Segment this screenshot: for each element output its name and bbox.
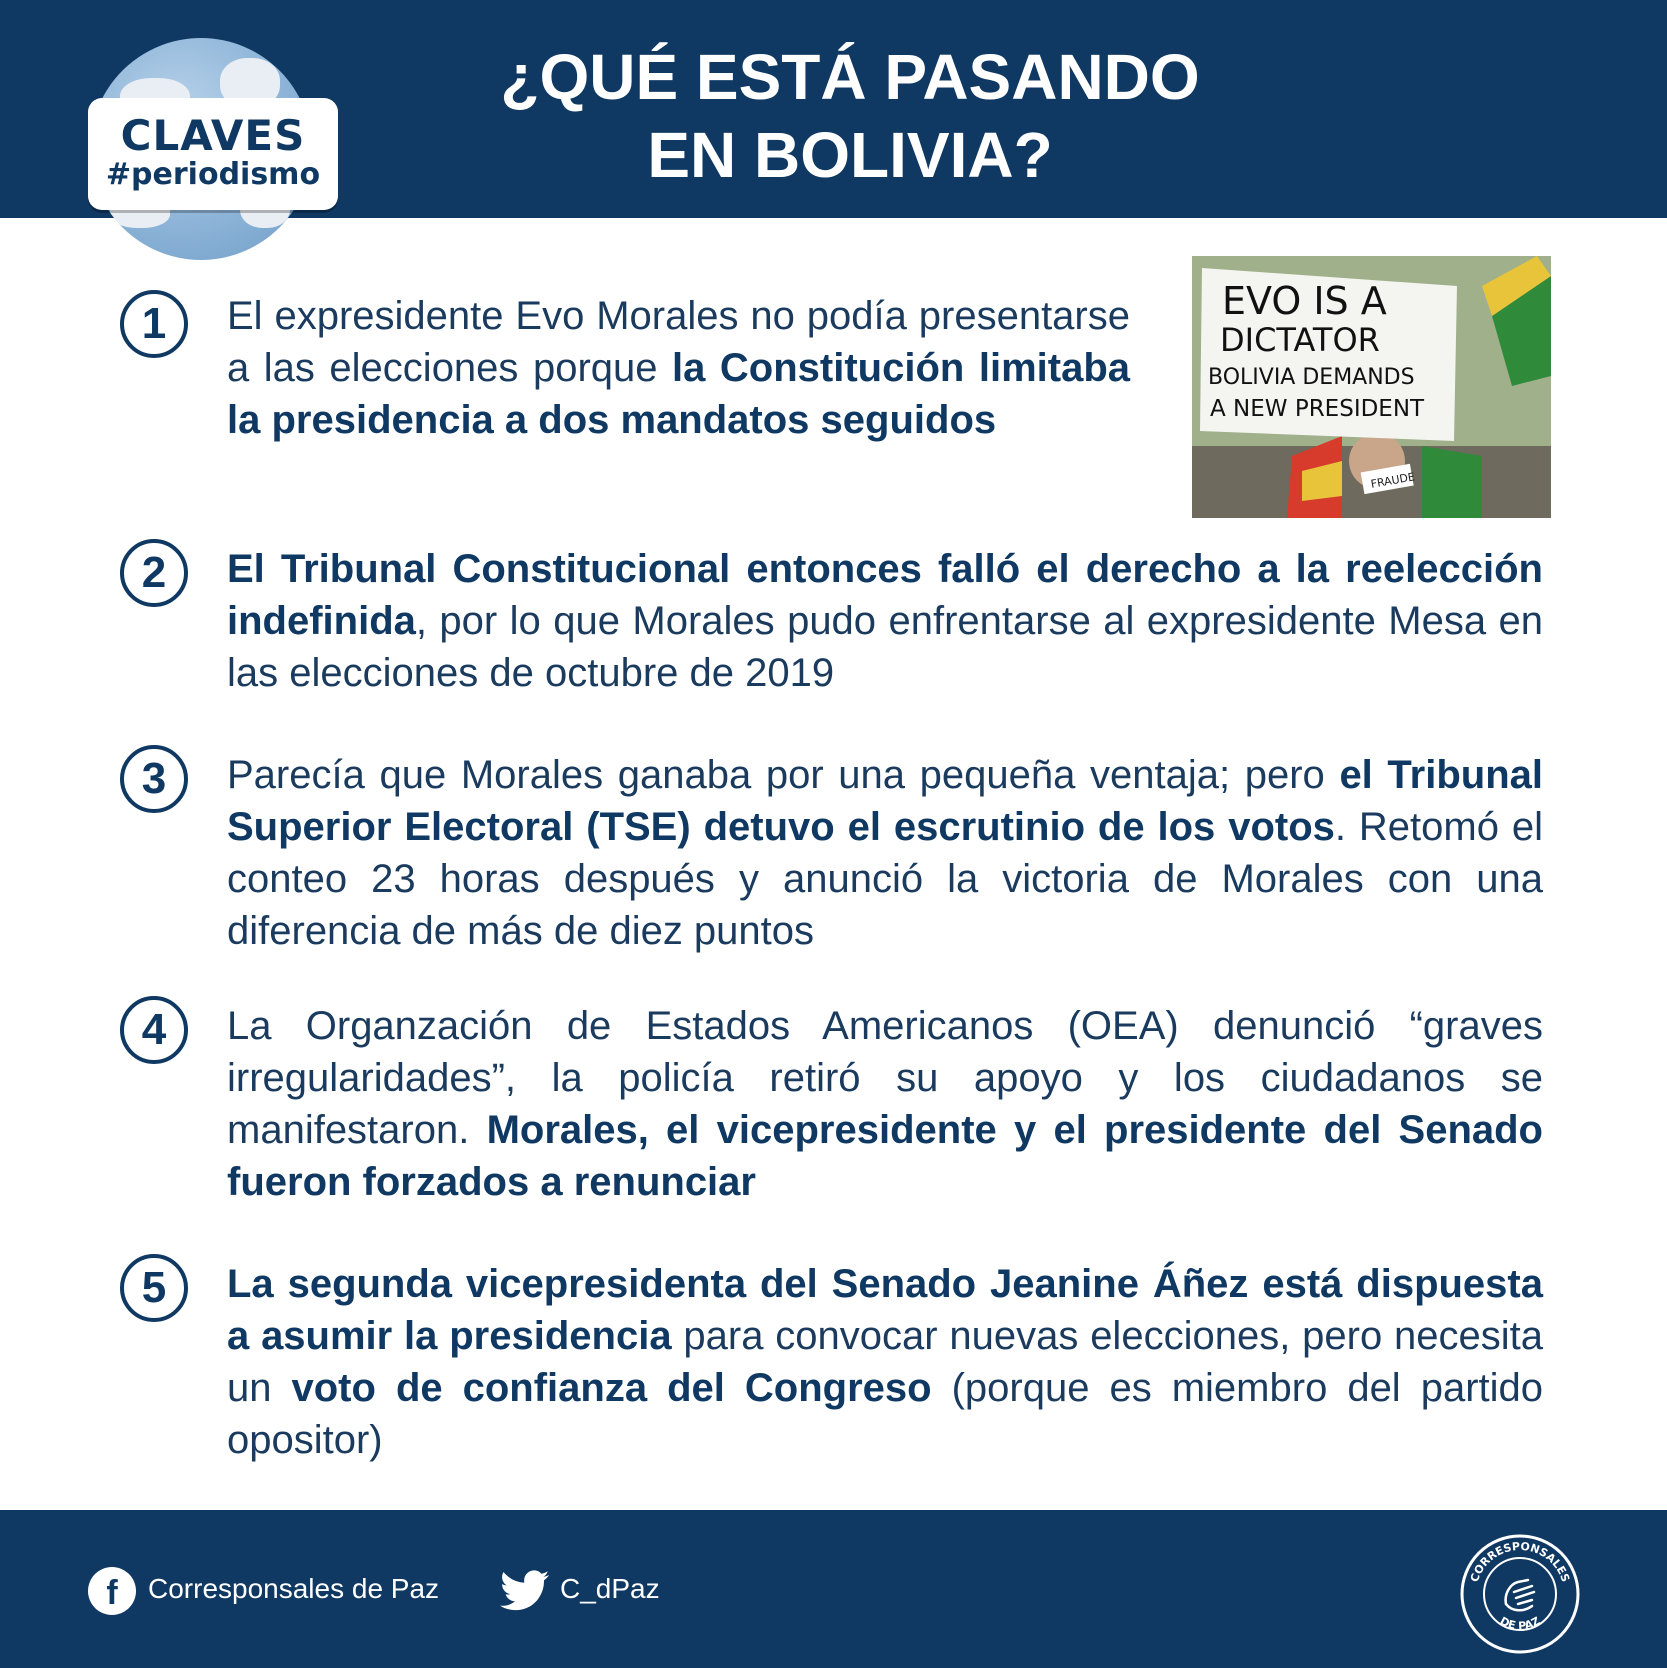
logo-hashtag: #periodismo (105, 157, 321, 192)
twitter-icon[interactable] (500, 1570, 550, 1612)
page-title (440, 38, 1260, 194)
item-1-plain: El expresidente Evo Morales no podía presentarse a las elecciones porque (227, 294, 1130, 390)
item-3-plain-a: Parecía que Morales ganaba por una pequeña ventaja; pero (227, 753, 1340, 797)
item-number-5: 5 (120, 1254, 188, 1322)
item-text-3 (227, 749, 1543, 957)
protest-photo (1192, 256, 1551, 518)
item-number-4: 4 (120, 996, 188, 1064)
item-text-1 (227, 290, 1130, 446)
hand-seal-icon (1506, 1580, 1534, 1610)
title-line-1: ¿QUÉ ESTÁ PASANDO (500, 41, 1200, 113)
sign-line-3: BOLIVIA DEMANDS (1208, 365, 1415, 390)
item-number-2: 2 (120, 539, 188, 607)
twitter-label[interactable]: C_dPaz (560, 1573, 660, 1604)
seal-bottom-text: DE PAZ (1497, 1614, 1543, 1633)
item-5-plain-b: (porque es miembro del partido opositor) (227, 1366, 1544, 1462)
item-4-plain: La Organzación de Estados Americanos (OEA) denunció “graves irregularidades”, la policía retiró su apoyo y los ciudadanos se manifestaron. (227, 1004, 1543, 1152)
sign-line-1: EVO IS A (1222, 279, 1387, 323)
item-5-plain-a: para convocar nuevas elecciones, pero necesita un (227, 1314, 1543, 1410)
seal-top-text: CORRESPONSALES (1467, 1539, 1573, 1584)
item-5-bold-b: voto de confianza del Congreso (291, 1366, 932, 1410)
logo-title: CLAVES (120, 111, 306, 160)
protest-photo-illustration (1192, 256, 1551, 518)
item-2-bold: El Tribunal Constitucional entonces falló el derecho a la reelección indefinida (227, 547, 1543, 643)
item-number-1: 1 (120, 290, 188, 358)
item-5-bold-a: La segunda vicepresidenta del Senado Jeanine Áñez está dispuesta a asumir la presidencia (227, 1262, 1543, 1358)
item-text-2 (227, 543, 1543, 699)
facebook-label[interactable]: Corresponsales de Paz (148, 1573, 440, 1604)
item-text-4 (227, 1000, 1543, 1208)
item-text-5 (227, 1258, 1543, 1466)
facebook-icon[interactable]: f (88, 1567, 136, 1615)
item-2-plain: , por lo que Morales pudo enfrentarse al expresidente Mesa en las elecciones de octubre de 2019 (227, 599, 1543, 695)
item-3-bold: el Tribunal Superior Electoral (TSE) detuvo el escrutinio de los votos (227, 753, 1543, 849)
mask-text: FRAUDE (1369, 470, 1416, 491)
corresponsales-seal (1458, 1532, 1582, 1656)
sign-line-2: DICTATOR (1220, 321, 1380, 359)
item-1-bold: la Constitución limitaba la presidencia a dos mandatos seguidos (227, 346, 1131, 442)
title-line-2: EN BOLIVIA? (647, 119, 1053, 191)
item-4-bold: Morales, el vicepresidente y el presidente del Senado fueron forzados a renunciar (227, 1108, 1543, 1204)
item-3-plain-b: . Retomó el conteo 23 horas después y anunció la victoria de Morales con una diferencia de más de diez puntos (227, 805, 1544, 953)
claves-logo (88, 98, 338, 210)
sign-line-4: A NEW PRESIDENT (1210, 396, 1425, 422)
item-number-3: 3 (120, 745, 188, 813)
